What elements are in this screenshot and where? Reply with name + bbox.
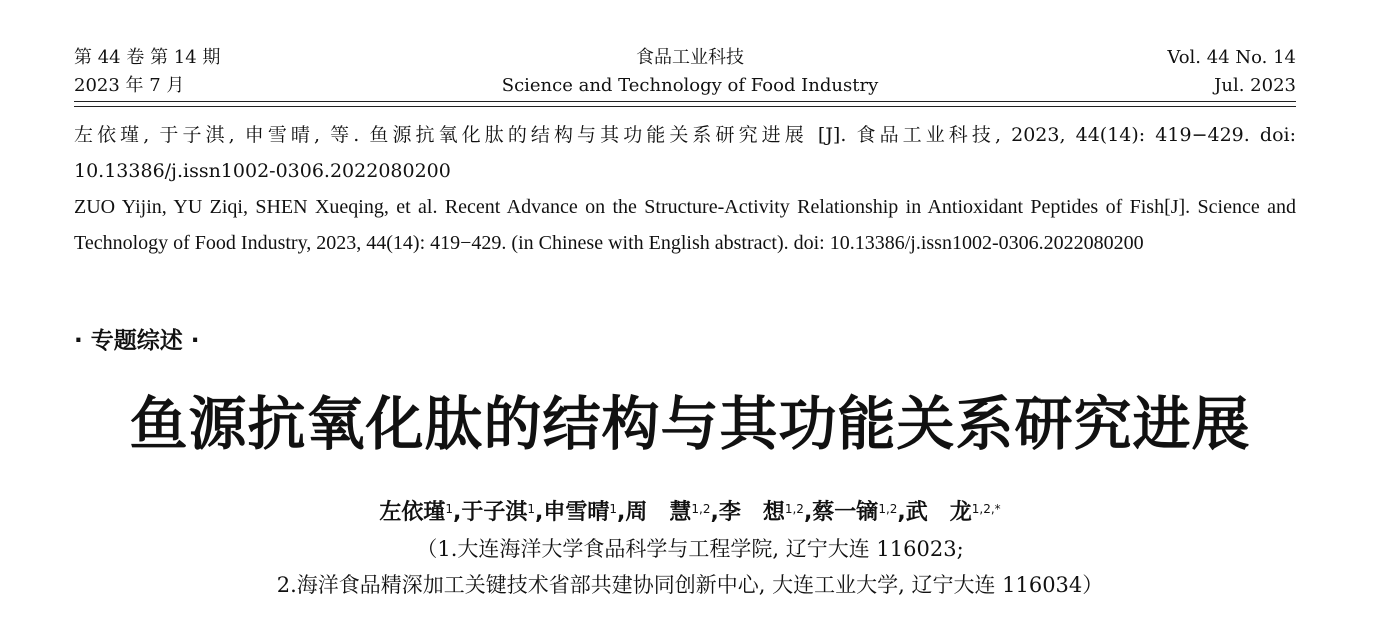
section-tag: · 专题综述 · — [74, 328, 200, 354]
author-affiliation-mark: 1,2 — [784, 502, 804, 516]
author-affiliation-mark: 1,2 — [878, 502, 898, 516]
citation-cn — [74, 117, 1296, 189]
journal-name-cn: 食品工业科技 — [636, 47, 744, 68]
author-name: 李 想 — [718, 500, 785, 525]
author-affiliation-mark: 1,2,* — [971, 502, 1001, 516]
citation-cn-text: 左依瑾, 于子淇, 申雪晴, 等. 鱼源抗氧化肽的结构与其功能关系研究进展 [J]. 食品工业科技, 2023, 44(14): 419−429. doi: 10.13386/j.issn1002-0306.2022080200 — [74, 124, 1296, 182]
author-name: 武 龙 — [905, 500, 972, 525]
header-rule-top — [74, 101, 1296, 102]
journal-name-en: Science and Technology of Food Industry — [501, 75, 879, 96]
publication-date-cn: 2023 年 7 月 — [74, 75, 185, 96]
author-affiliation-mark: 1 — [527, 502, 535, 516]
author-name: 周 慧 — [625, 500, 692, 525]
author-affiliation-mark: 1 — [609, 502, 617, 516]
article-title: 鱼源抗氧化肽的结构与其功能关系研究进展 — [129, 390, 1251, 458]
volume-issue-text: 第 44 卷 第 14 期 — [74, 47, 221, 68]
author-name: 于子淇 — [461, 500, 528, 525]
author-name: 申雪晴 — [543, 500, 610, 525]
author-name: 左依瑾 — [379, 500, 446, 525]
author-affiliation-mark: 1,2 — [691, 502, 711, 516]
publication-date-en: Jul. 2023 — [1214, 75, 1296, 96]
citation-en-text: ZUO Yijin, YU Ziqi, SHEN Xueqing, et al. Recent Advance on the Structure-Activity Relationship in Antioxidant Peptides of Fish[J]. Science and Technology of Food Industry, 2023, 44(14): 419−429. (in Chinese with English abstract). doi: 10.13386/j.issn1002-0306.2022080200 — [74, 196, 1296, 254]
journal-volume-en — [1167, 44, 1296, 100]
citation-en — [74, 189, 1296, 261]
author-affiliation-mark: 1 — [445, 502, 453, 516]
author-name: 蔡一镝 — [812, 500, 879, 525]
author-list: 左依瑾$^1$,于子淇$^1$,申雪晴$^1$,周 慧$^{1,2}$,李 想$^{1,2}$,蔡一镝$^{1,2}$,武 龙$^{1,2,*}$ — [379, 500, 1001, 525]
affiliation-1: （1.大连海洋大学食品科学与工程学院, 辽宁大连 116023; — [416, 537, 964, 561]
header-rule-bottom — [74, 106, 1296, 107]
volume-issue-en: Vol. 44 No. 14 — [1167, 47, 1296, 68]
affiliation-2: 2.海洋食品精深加工关键技术省部共建协同创新中心, 大连工业大学, 辽宁大连 116034） — [276, 573, 1104, 597]
